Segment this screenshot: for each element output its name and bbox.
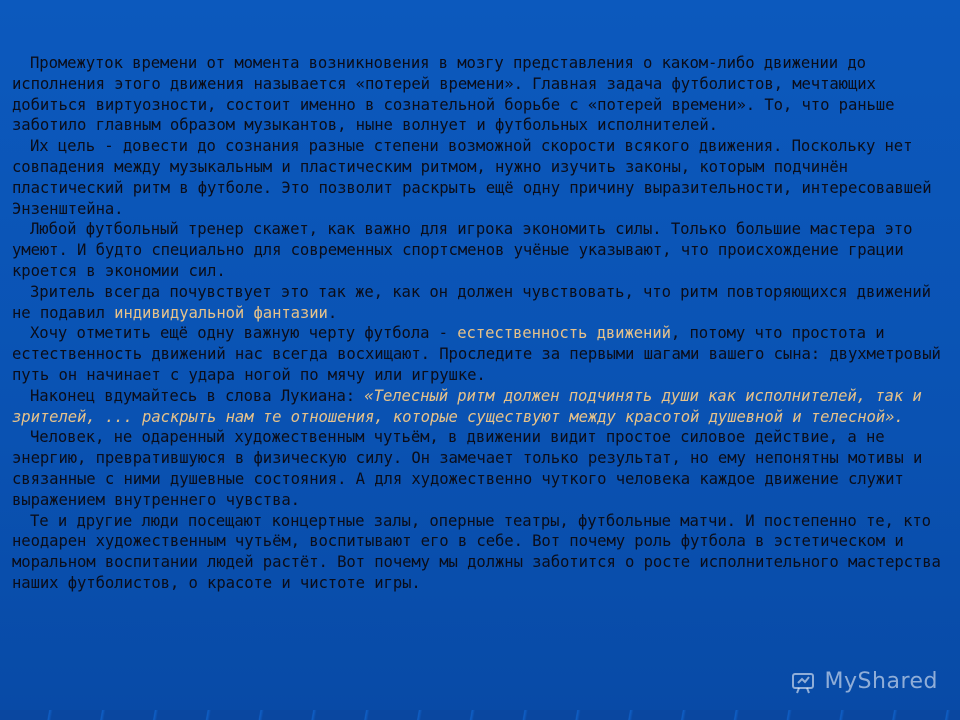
- paragraph-text: Хочу отметить ещё одну важную черту футбола -: [30, 324, 458, 343]
- highlighted-text: естественность движений: [457, 324, 671, 343]
- watermark: [791, 669, 938, 694]
- paragraph-text: Их цель - довести до сознания разные степени возможной скорости всякого движения. Поскольку нет совпадения между музыкальным и пластическим ритмом, нужно изучить законы, которым подчинён пластический ритм в футболе. Это позволит раскрыть ещё одну причину выразительности, интересовавшей Энзенштейна.: [12, 137, 932, 218]
- slide-text-body: [12, 53, 942, 594]
- paragraph: [12, 53, 942, 136]
- paragraph-text: Любой футбольный тренер скажет, как важно для игрока экономить силы. Только большие мастера это умеют. И будто специально для современных спортсменов учёные указывают, что происхождение грации кроется в экономии сил.: [12, 220, 913, 280]
- paragraph: [12, 219, 942, 281]
- paragraph: [12, 323, 942, 385]
- paragraph-text: Промежуток времени от момента возникновения в мозгу представления о каком-либо движении до исполнения этого движения называется «потерей времени». Главная задача футболистов, мечтающих добиться виртуозности, состоит именно в сознательной борьбе с «потерей времени». То, что раньше заботило главным образом музыкантов, ныне волнует и футбольных исполнителей.: [12, 54, 895, 135]
- highlighted-text: индивидуальной фантазии: [114, 303, 328, 322]
- myshared-logo-icon: [791, 670, 819, 694]
- quote-text: «Телесный ритм должен подчинять души как исполнителей, так и зрителей, ... раскрыть нам те отношения, которые существуют между красотой душевной и телесной».: [12, 386, 922, 426]
- paragraph: [12, 511, 942, 594]
- paragraph: [12, 386, 942, 428]
- paragraph: [12, 427, 942, 510]
- bottom-decorative-stripes: [0, 710, 960, 720]
- paragraph-text: .: [327, 303, 338, 322]
- paragraph-text: Те и другие люди посещают концертные залы, оперные театры, футбольные матчи. И постепенно те, кто неодарен художественным чутьём, воспитывают его в себе. Вот почему роль футбола в эстетическом и моральном воспитании людей растёт. Вот почему мы должны заботится о росте исполнительного мастерства наших футболистов, о красоте и чистоте игры.: [12, 511, 941, 592]
- paragraph-text: Человек, не одаренный художественным чутьём, в движении видит простое силовое действие, а не энергию, превратившуюся в физическую силу. Он замечает только результат, но ему непонятны мотивы и связанные с ними душевные состояния. А для художественно чуткого человека каждое движение служит выражением внутреннего чувства.: [12, 428, 923, 509]
- paragraph: [12, 136, 942, 219]
- paragraph-text: Зритель всегда почувствует это так же, как он должен чувствовать, что ритм повторяющихся движений не подавил: [12, 282, 931, 322]
- watermark-text: MyShared: [824, 669, 938, 694]
- paragraph-text: , потому что простота и естественность движений нас всегда восхищают. Проследите за первыми шагами вашего сына: двухметровый путь он начинает с удара ногой по мячу или игрушке.: [12, 324, 941, 384]
- paragraph: [12, 282, 942, 324]
- paragraph-text: Наконец вдумайтесь в слова Лукиана:: [30, 386, 365, 405]
